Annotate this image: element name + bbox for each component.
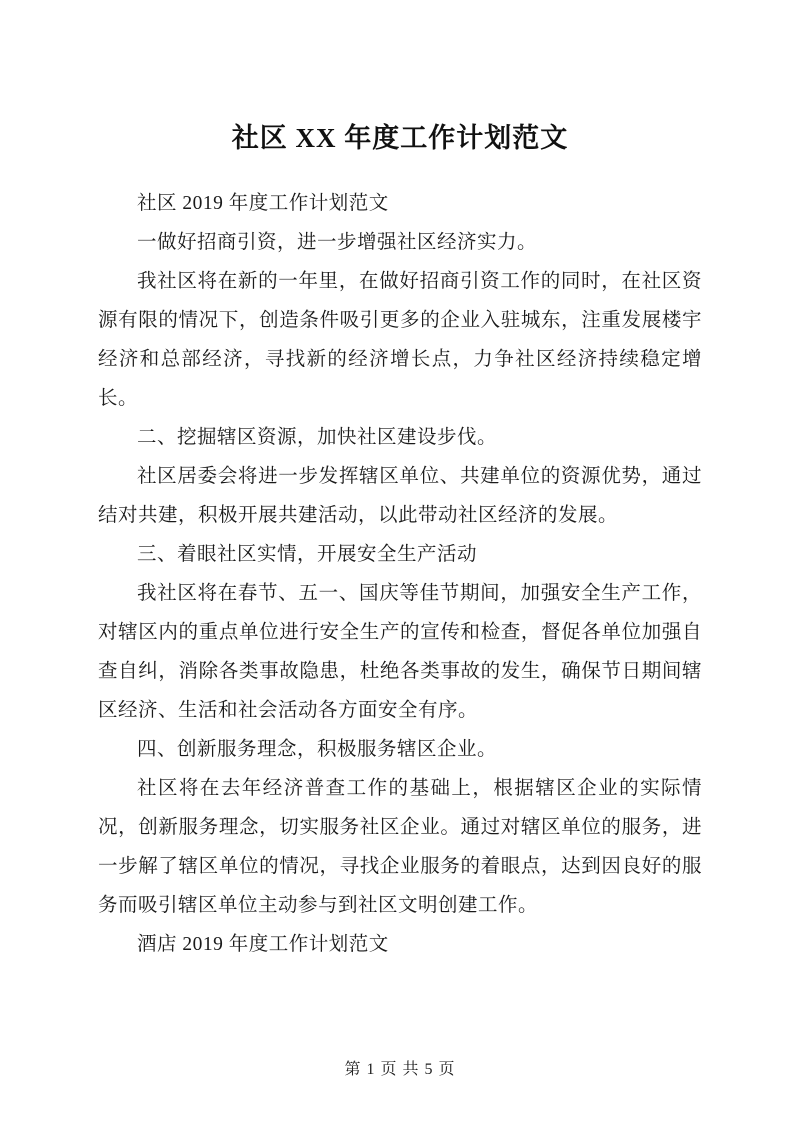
page-footer: 第 1 页 共 5 页 [344, 1061, 456, 1078]
document-body [98, 120, 702, 964]
paragraph: 四、创新服务理念，积极服务辖区企业。 [137, 738, 498, 760]
paragraph: 我社区将在新的一年里，在做好招商引资工作的同时，在社区资源有限的情况下，创造条件吸引更多的企业入驻城东，注重发展楼宇经济和总部经济，寻找新的经济增长点，力争社区经济持续稳定增长。 [98, 270, 702, 409]
paragraph: 社区居委会将进一步发挥辖区单位、共建单位的资源优势，通过结对共建，积极开展共建活动，以此带动社区经济的发展。 [98, 465, 702, 526]
paragraph: 我社区将在春节、五一、国庆等佳节期间，加强安全生产工作，对辖区内的重点单位进行安全生产的宣传和检查，督促各单位加强自查自纠，消除各类事故隐患，杜绝各类事故的发生，确保节日期间辖区经济、生活和社会活动各方面安全有序。 [98, 582, 702, 721]
paragraph: 社区 2019 年度工作计划范文 [137, 192, 389, 214]
paragraph: 酒店 2019 年度工作计划范文 [137, 933, 389, 955]
paragraph: 二、挖掘辖区资源，加快社区建设步伐。 [137, 426, 498, 448]
paragraph: 社区将在去年经济普查工作的基础上，根据辖区企业的实际情况，创新服务理念，切实服务社区企业。通过对辖区单位的服务，进一步解了辖区单位的情况，寻找企业服务的着眼点，达到因良好的服务而吸引辖区单位主动参与到社区文明创建工作。 [98, 777, 702, 916]
paragraph: 一做好招商引资，进一步增强社区经济实力。 [137, 231, 538, 253]
page-title: 社区 XX 年度工作计划范文 [231, 123, 569, 153]
paragraph: 三、着眼社区实情，开展安全生产活动 [137, 543, 478, 565]
